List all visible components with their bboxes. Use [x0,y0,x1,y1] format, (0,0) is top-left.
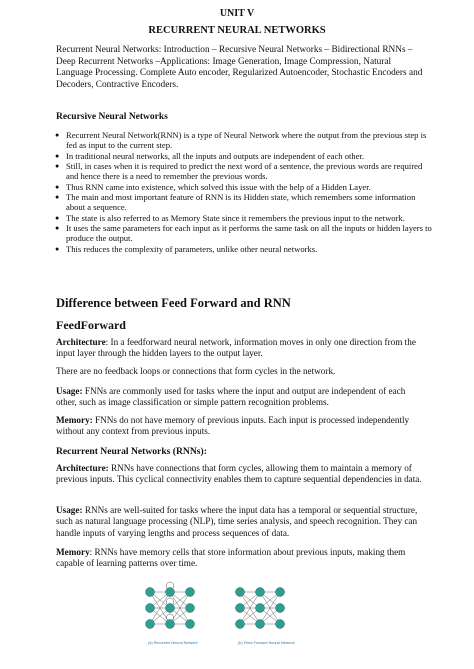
network-node [276,604,285,613]
ff-architecture-paragraph [56,337,428,360]
ff-usage-label: Usage: [56,386,83,396]
intro-paragraph: Recurrent Neural Networks: Introduction – Recursive Neural Networks – Bidirectional RNNs – Deep Recurrent Networks –Applications: Image Generation, Image Compression, Natural Language Processing. Complete Auto encoder, Regularized Autoencoder, Stochastic Encoders and Decoders, Contractive Encoders. [56,45,423,90]
bullet-item: ● Thus RNN came into existence, which solved this issue with the help of a Hidden Layer. [66,182,436,192]
ff-usage-text: FNNs are commonly used for tasks where the input and output are independent of each other, such as image classification or simple pattern recognition problems. [56,386,406,408]
feedforward-network-diagram [236,588,285,629]
rnn-architecture-paragraph [56,463,428,486]
network-node [166,588,175,597]
network-node [256,588,265,597]
ff-memory-label: Memory: [56,415,93,425]
ff-usage-paragraph [56,386,428,409]
network-node [236,620,245,629]
network-node [166,604,175,613]
network-node [146,620,155,629]
recurrent-loop [167,582,174,588]
recurrent-loop [167,598,174,604]
network-node [186,588,195,597]
bullet-item: ● Still, in cases when it is required to predict the next word of a sentence, the previous words are required and hence there is a need to remember the previous words. [66,161,436,181]
network-node [276,588,285,597]
network-node [186,604,195,613]
network-node [166,620,175,629]
ff-memory-paragraph [56,415,428,438]
rnns-heading: Recurrent Neural Networks (RNNs): [56,446,207,457]
bullet-item: ● It uses the same parameters for each input as it performs the same task on all the inputs or hidden layers to produce the output. [66,223,436,243]
ff-architecture-text: : In a feedforward neural network, information moves in only one direction from the input layer through the hidden layers to the output layer. [56,337,416,359]
recurrent-network-diagram [146,582,195,629]
ff-no-loops-paragraph: There are no feedback loops or connections that form cycles in the network. [56,366,336,376]
feedforward-heading: FeedForward [56,318,126,332]
bullet-item: ● In traditional neural networks, all the inputs and outputs are independent of each other. [66,151,436,161]
page-title: RECURRENT NEURAL NETWORKS [148,25,326,36]
bullet-item: ● The state is also referred to as Memory State since it remembers the previous input to the network. [66,213,436,223]
rnn-memory-paragraph [56,547,428,570]
caption-recurrent: (a) Recurrent Neural Network [148,641,198,645]
ff-memory-text: FNNs do not have memory of previous inputs. Each input is processed independently without any context from previous inputs. [56,415,410,437]
bullet-item: ● Recurrent Neural Network(RNN) is a type of Neural Network where the output from the previous step is fed as input to the current step. [66,130,436,150]
caption-feedforward: (b) Feed-Forward Neural Network [238,641,295,645]
rnn-memory-label: Memory [56,547,90,557]
rnn-architecture-text: RNNs have connections that form cycles, allowing them to maintain a memory of previous inputs. This cyclical connectivity enables them to capture sequential dependencies in data. [56,463,422,485]
network-node [256,604,265,613]
network-node [236,604,245,613]
network-node [276,620,285,629]
difference-heading: Difference between Feed Forward and RNN [56,296,291,310]
unit-label: UNIT V [219,8,255,19]
rnn-architecture-label: Architecture: [56,463,109,473]
network-node [256,620,265,629]
rnn-usage-text: RNNs are well-suited for tasks where the input data has a temporal or sequential structure, such as natural language processing (NLP), time series analysis, and speech recognition. They can handle inputs of varying lengths and process sequences of data. [56,505,418,538]
network-node [236,588,245,597]
bullet-list [56,130,436,254]
bullet-item: ● The main and most important feature of RNN is its Hidden state, which remembers some information about a sequence. [66,192,436,212]
rnn-usage-label: Usage: [56,505,83,515]
network-node [146,604,155,613]
network-node [146,588,155,597]
network-node [186,620,195,629]
rnn-memory-text: : RNNs have memory cells that store information about previous inputs, making them capable of learning patterns over time. [56,547,406,569]
ff-architecture-label: Architecture [56,337,106,347]
rnn-usage-paragraph [56,505,428,539]
rnn-vs-ffnn-figure [120,578,360,648]
recursive-heading: Recursive Neural Networks [56,112,168,122]
bullet-item: ● This reduces the complexity of parameters, unlike other neural networks. [66,244,436,254]
recurrent-loop [167,614,174,620]
